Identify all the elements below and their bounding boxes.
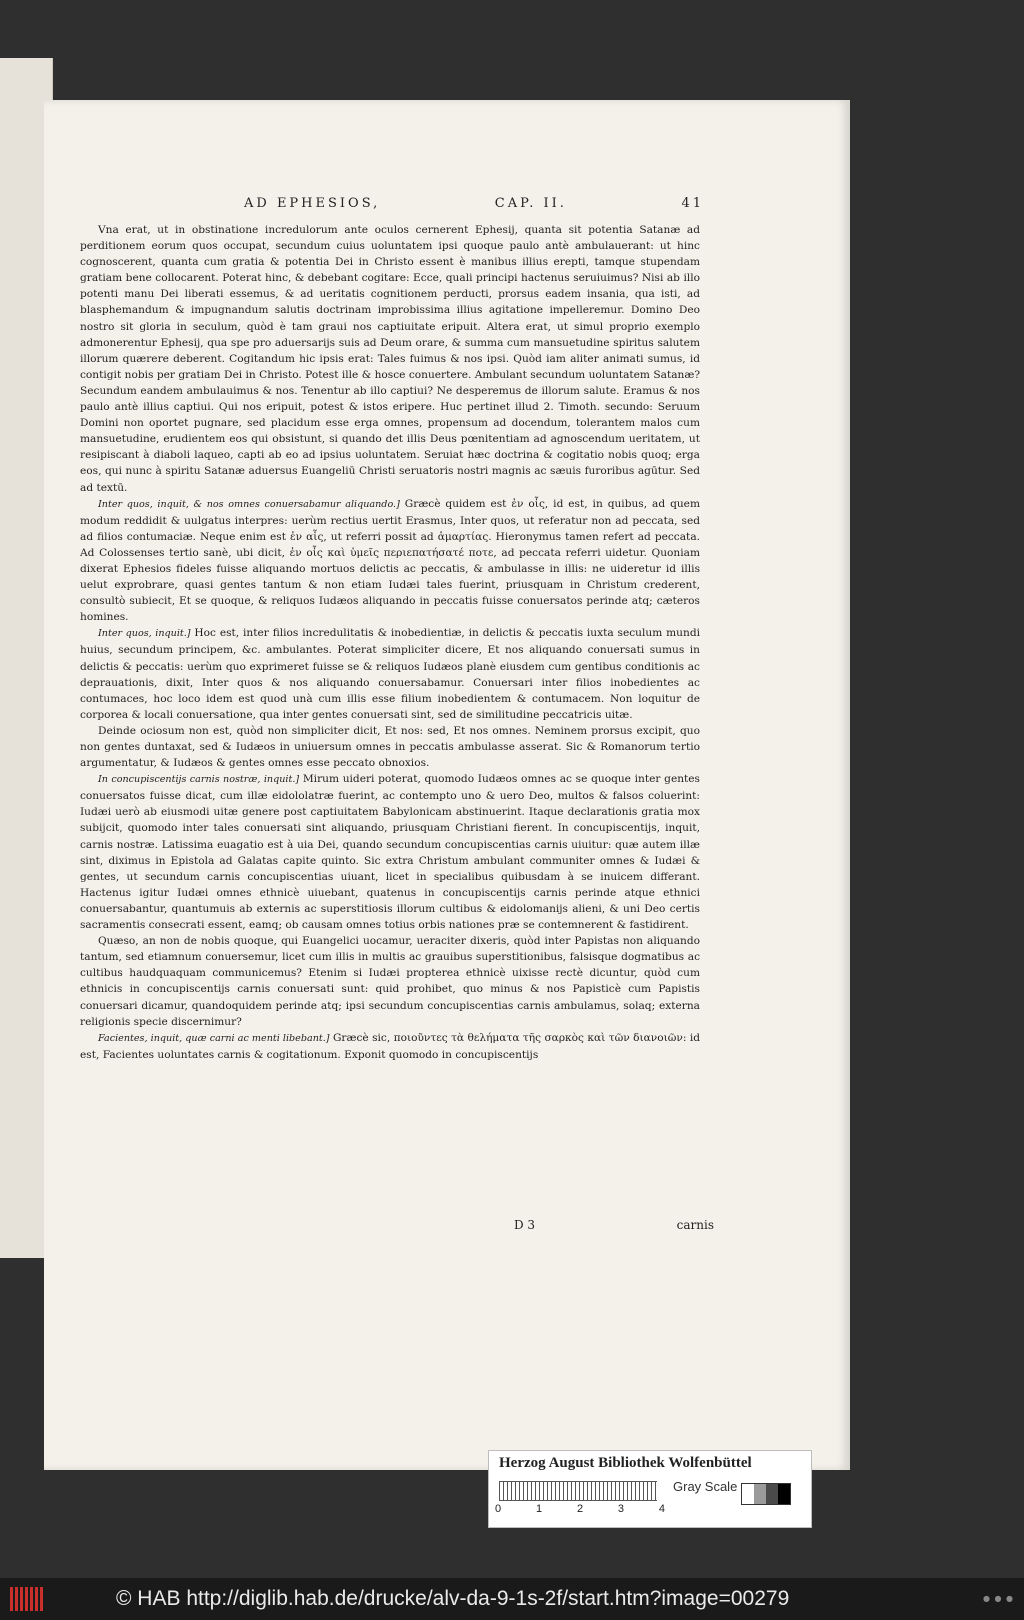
scale-numbers xyxy=(495,1503,665,1515)
paragraph-text: Quæso, an non de nobis quoque, qui Euangelici uocamur, ueraciter dixeris, quòd inter Papistas non aliquando tantum, sed etiamnum conuersemur, licet cum illis in multis ac grauibus superstitionibus, falsisque dogmatibus ac cultibus haudquaquam communicemus? Etenim si Iudæi propterea ethnicè uixisse rectè dicuntur, quòd cum ethnicis in concupiscentijs carnis conuersati sunt: quid prohibet, quo minus & nos Papisticè cum Papistis conuersari dicamur, quandoquidem perinde atq; ipsi secundum concupiscentias carnis ambulamus, solaq; externa religionis specie discernimur? xyxy=(80,935,700,1028)
hab-logo-icon xyxy=(10,1586,50,1612)
paragraph xyxy=(80,222,700,496)
paragraph-text: Vna erat, ut in obstinatione incredulorum ante oculos cernerent Ephesij, quanta sit potentia Satanæ ad perditionem eorum quos occupat, secundum cuius uoluntatem ipsi quoque paulo antè ambulauerant: ut hinc cognoscerent, quanta cum gratia & potentia Dei in Christo essent è manibus illius erepti, tamque stupendam gratiam bene collocarent. Poterat hinc, & debebant cogitare: Ecce, quali principi hactenus seruiuimus? Nisi ab illo potenti manu Dei liberati essemus, & ad ueritatis cognitionem perducti, prorsus eadem insania, qua isti, ad blasphemandum & impugnandum salutis doctrinam improbissima illius agitatione impelleremur. Domino Deo nostro sit gloria in seculum, quòd è tam graui nos captiuitate eripuit. Altera erat, ut simul proprio exemplo admonerentur Ephesij, qua spe pro aduersarijs suis ad Deum orare, & summa cum mansuetudine spiritus salutem illorum quærere deberent. Cogitandum hic ipsis erat: Tales fuimus & nos ipsi. Quòd iam aliter animati sumus, id contigit nobis per gratiam Dei in Christo. Potest ille & hosce conuertere. Ambulant secundum uoluntatem Satanæ? Secundum eandem ambulauimus & nos. Tenentur ab illo captiui? Ne desperemus de illorum salute. Eramus & nos paulo antè illius captiui. Qui nos eripuit, potest & istos eripere. Huc pertinet illud 2. Timoth. secundo: Seruum Domini non oportet pugnare, sed placidum esse erga omnes, propensum ad docendum, tolerantem malos cum mansuetudine, erudientem eos qui obsistunt, si quando det illis Deus pœnitentiam ad agnoscendum ueritatem, ut resipiscant à diaboli laqueo, capti ab eo ad ipsius uoluntatem. Seruiat hæc doctrina & cogitatio nobis quoq; erga eos, qui nunc à spiritu Satanæ aduersus Euangeliū Christi seruatoris nostri magnis ac sæuis furoribus agūtur. Sed ad textū. xyxy=(80,224,700,494)
library-name: Herzog August Bibliothek Wolfenbüttel xyxy=(499,1455,752,1471)
catchword: carnis xyxy=(676,1218,714,1232)
scale-number: 4 xyxy=(658,1503,665,1515)
scale-number: 1 xyxy=(535,1503,543,1515)
running-header xyxy=(244,196,704,216)
paragraph xyxy=(80,1030,700,1063)
book-page xyxy=(44,100,850,1470)
gray-swatch xyxy=(778,1484,790,1504)
lemma: In concupiscentijs carnis nostræ, inquit.] xyxy=(98,774,300,786)
paragraph xyxy=(80,496,700,626)
scale-number: 0 xyxy=(495,1503,502,1515)
calibration-card xyxy=(488,1450,812,1528)
signature-mark: D 3 xyxy=(514,1218,536,1232)
gray-swatch xyxy=(766,1484,778,1504)
paragraph xyxy=(80,933,700,1030)
footer-link[interactable]: © HAB http://diglib.hab.de/drucke/alv-da-9-1s-2f/start.htm?image=00279 xyxy=(116,1587,790,1610)
scale-number: 3 xyxy=(617,1503,625,1515)
gray-swatch xyxy=(754,1484,766,1504)
gray-swatches xyxy=(741,1483,791,1505)
signature-line xyxy=(514,1218,714,1234)
header-chapter: CAP. II. xyxy=(494,196,567,211)
paragraph-text: Deinde ociosum non est, quòd non simpliciter dicit, Et nos: sed, Et nos omnes. Neminem prorsus excipit, quo non gentes duntaxat, sed & Iudæos in uniuersum omnes in peccatis ambulasse asserat. Sic & Romanorum tertio argumentatur, & Iudæos & gentes omnes esse peccato obnoxios. xyxy=(80,724,700,770)
scale-ruler xyxy=(499,1481,657,1501)
body-text xyxy=(80,222,700,1063)
more-dots-icon[interactable]: ● ● ● xyxy=(982,1594,1014,1603)
page-number: 41 xyxy=(681,196,704,211)
lemma: Inter quos, inquit.] xyxy=(98,628,191,640)
lemma: Facientes, inquit, quæ carni ac menti libebant.] xyxy=(98,1032,330,1044)
paragraph-text: Græcè quidem est ἐν οἷς, id est, in quibus, ad quem modum reddidit & uulgatus interpres: uerùm rectius uertit Erasmus, Inter quos, ut referatur non ad peccata, sed ad filios contumaciæ. Neque enim est ἐν αἷς, ut referri possit ad ἁμαρτίας. Hieronymus tamen refert ad peccata. Ad Colossenses tertio sanè, ubi dicit, ἐν οἷς καὶ ὑμεῖς περιεπατήσατέ ποτε, ad peccata referri uidetur. Quoniam dixerat Ephesios fideles fuisse aliquando mortuos delictis ac peccatis, & ambulasse in illis: ne uideretur id illis uelut exprobrare, quasi gentes tantum & non etiam Iudæi tales fuerint, priusquam in Christum crederent, consultò subiecit, Et se quoque, & reliquos Iudæos aliquando in peccatis fuisse conuersatos perinde atq; cæteros homines. xyxy=(80,497,700,624)
gray-scale-label: Gray Scale xyxy=(673,1479,738,1494)
paragraph xyxy=(80,625,700,723)
viewer-footer xyxy=(0,1578,1024,1620)
lemma: Inter quos, inquit, & nos omnes conuersabamur aliquando.] xyxy=(98,498,400,510)
paragraph-text: Hoc est, inter filios incredulitatis & inobedientiæ, in delictis & peccatis iuxta seculum mundi huius, secundum principem, &c. ambulantes. Poterat simpliciter dicere, Et nos aliquando conuersati sumus in delictis & peccatis: uerùm quo exprimeret fuisse se & reliquos Iudæos planè eiusdem cum gentibus conditionis ac deprauationis, dixit, Inter quos & nos aliquando conuersabamur. Conuersari inter filios inobedientes ac contumaces, hoc loco idem est quod unà cum illis esse filium inobedientem & contumacem. Non loquitur de corporea & locali conuersatione, qua inter gentes conuersati sint, sed de similitudine peccatricis uitæ. xyxy=(80,627,700,721)
gray-swatch xyxy=(742,1484,754,1504)
header-title: AD EPHESIOS, xyxy=(244,196,381,211)
paragraph-text: Græcè sic, ποιοῦντες τὰ θελήματα τῆς σαρκὸς καὶ τῶν διανοιῶν: id est, Facientes uoluntates carnis & cogitationum. Exponit quomodo in concupiscentijs xyxy=(80,1031,701,1061)
scale-number: 2 xyxy=(576,1503,584,1515)
paragraph xyxy=(80,771,700,933)
paragraph-text: Mirum uideri poterat, quomodo Iudæos omnes ac se quoque inter gentes conuersatos fuisse dicat, cum illæ eidololatræ fuerint, ac contempto uno & uero Deo, multos & falsos coluerint: Iudæi uerò ab eiusmodi uitæ genere post captiuitatem Babylonicam abstinuerint. Itaque declarationis gratia mox subijcit, quomodo inter tales conuersati sint aliquando, priusquam Christiani fierent. In concupiscentijs, inquit, carnis nostræ. Latissima euagatio est à uia Dei, quando secundum concupiscentias carnis uiuitur: quæ autem illæ sint, diximus in Epistola ad Galatas capite quinto. Sic extra Christum ambulant communiter omnes & Iudæi & gentes, ut secundum carnis concupiscentias uiuant, licet in specialibus quibusdam à se inuicem differant. Hactenus igitur Iudæi omnes ethnicè uiuebant, quatenus in concupiscentijs carnis perinde atque ethnici conuersabantur, quantumuis ab externis ac superstitiosis illorum cultibus & eidolomanijs alieni, & uni Deo certis sacramentis consecrati essent, eamq; ob causam omnes totius orbis nationes præ se contemnerent & fastidirent. xyxy=(80,773,700,932)
paragraph xyxy=(80,723,700,771)
